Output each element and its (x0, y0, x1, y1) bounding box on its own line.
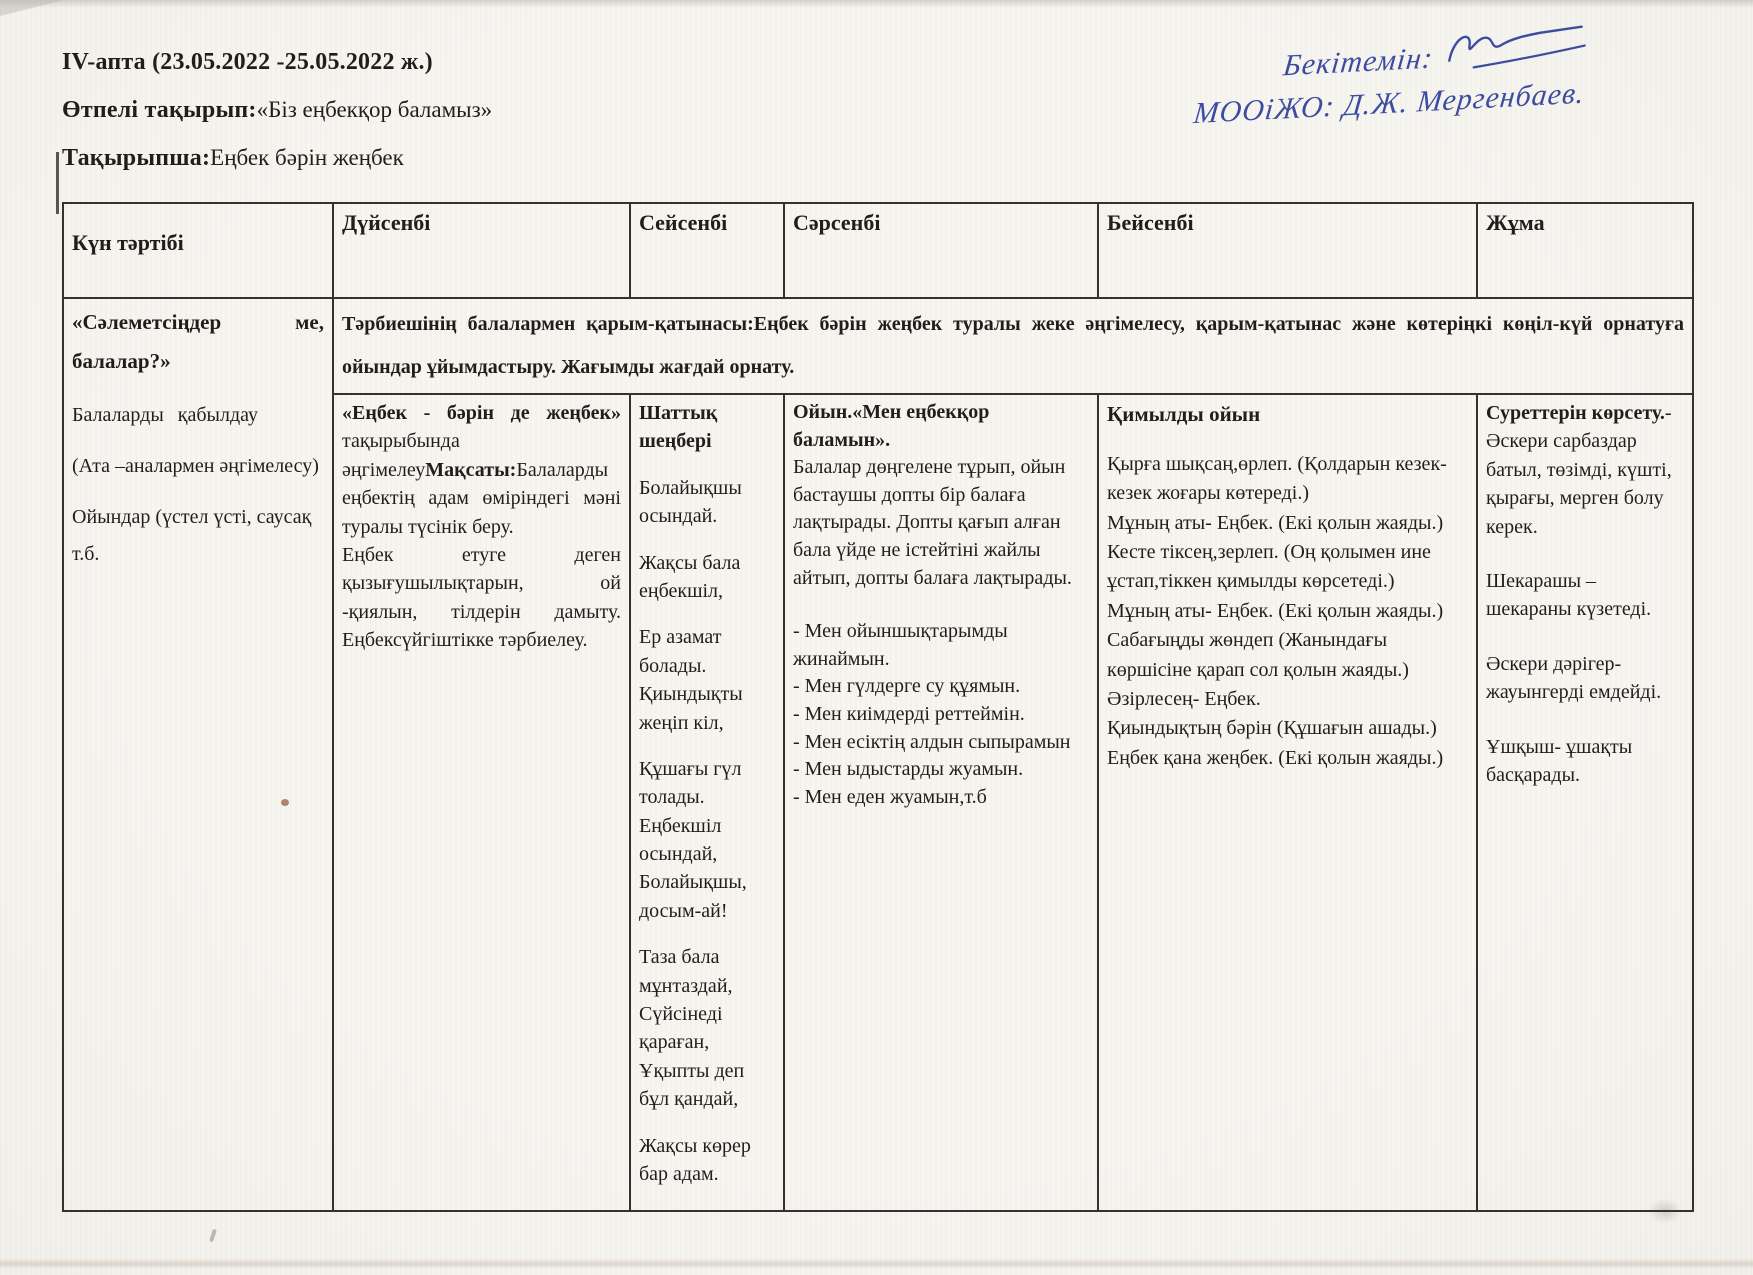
list-item: - Мен ойыншықтарымды жинаймын. (793, 620, 1008, 670)
routine-paragraph: Балаларды қабылдау (72, 403, 259, 426)
weekly-schedule-table (62, 202, 1694, 1212)
game-line: Мұның аты- Еңбек. (Екі қолын жаяды.) (1107, 599, 1444, 622)
subtheme-value: Еңбек бәрін жеңбек (210, 145, 404, 170)
scan-speck (209, 1229, 217, 1243)
interaction-row (63, 298, 1693, 394)
monday-text: «Еңбек - бәрін де жеңбек» тақырыбында әңгімелеуМақсаты:Балаларды еңбектің адам өміріндегі мәні туралы түсінік беру. (342, 402, 621, 538)
list-item: - Мен есіктің алдын сыпырамын (793, 730, 1071, 753)
verse-stanza: Ер азамат болады. Қиындықты жеңіп кіл, (639, 626, 743, 734)
document-header (62, 50, 492, 194)
verse-stanza: Болайықшы осындай. (639, 476, 742, 528)
list-item: - Мен киімдерді реттеймін. (793, 702, 1025, 725)
verse-stanza: Құшағы гүл толады. Еңбекшіл осындай, Болайықшы, досым-ай! (639, 757, 747, 922)
routine-paragraph: Ойындар (үстел үсті, саусақ т.б. (72, 505, 312, 565)
friday-paragraph: Әскери дәрігер-жауынгерді емдейді. (1486, 652, 1662, 704)
routine-paragraph: (Ата –аналармен әңгімелесу) (72, 454, 319, 477)
column-header-wednesday: Сәрсенбі (784, 203, 1098, 298)
verse-stanza: Жақсы бала еңбекшіл, (639, 551, 741, 602)
game-line: Еңбек қана жеңбек. (Екі қолын жаяды.) (1107, 746, 1444, 769)
column-header-friday: Жұма (1477, 203, 1693, 298)
monday-title: «Еңбек - бәрін де жеңбек» (342, 402, 621, 424)
approval-signatory-name: МООіЖО: Д.Ж. Мергенбаев. (1192, 76, 1587, 131)
thursday-activity-cell (1098, 394, 1477, 1211)
list-item: - Мен еден жуамын,т.б (793, 785, 987, 808)
game-line: Қырға шықсаң,өрлеп. (Қолдарын кезек-кезек жоғары көтереді.) (1107, 452, 1447, 505)
game-line: Мұның аты- Еңбек. (Екі қолын жаяды.) (1107, 511, 1444, 534)
list-item: - Мен гүлдерге су құямын. (793, 675, 1021, 698)
wednesday-title: Ойын.«Мен еңбекқор баламын». (793, 401, 990, 451)
verse-stanza: Таза бала мұнтаздай, Сүйсінеді қараған, Ұқыпты деп бұл қандай, (639, 946, 745, 1111)
tuesday-activity-cell (630, 394, 784, 1211)
scan-edge-top (0, 0, 1753, 8)
monday-goal-label: Мақсаты: (425, 458, 517, 481)
subtheme-line (62, 146, 492, 170)
monday-goal-text: Балаларды еңбектің адам өміріндегі мәні туралы түсінік беру. (342, 458, 621, 538)
transition-theme-line (62, 98, 492, 122)
monday-activity-cell (333, 394, 630, 1211)
wednesday-activity-cell (784, 394, 1098, 1211)
tuesday-title: Шаттық шеңбері (639, 402, 718, 453)
friday-title: Суреттерін көрсету. (1486, 402, 1665, 424)
game-line: Әзірлесең- Еңбек. (1107, 687, 1261, 710)
column-header-daily-routine: Күн тәртібі (63, 203, 333, 298)
approval-approved-label: Бекітемін: (1281, 40, 1435, 82)
friday-activity-cell (1477, 394, 1693, 1211)
column-header-thursday: Бейсенбі (1098, 203, 1477, 298)
friday-paragraph: Шекарашы – шекараны күзетеді. (1486, 569, 1652, 621)
column-header-tuesday: Сейсенбі (630, 203, 784, 298)
table-header-row (63, 203, 1693, 298)
game-line: Қиындықтың бәрін (Құшағын ашады.) (1107, 717, 1437, 740)
scan-edge-bottom (0, 1258, 1753, 1269)
teacher-interaction-cell: Тәрбиешінің балалармен қарым-қатынасы:Еңбек бәрін жеңбек туралы жеке әңгімелесу, қарым-қатынас және көтеріңкі көңіл-күй орнатуға ойындар ұйымдастыру. Жағымды жағдай орнату. (333, 298, 1693, 394)
friday-text: Суреттерін көрсету.-Әскери сарбаздар батыл, төзімді, күшті, қырағы, мерген болу керек. (1486, 402, 1672, 538)
wednesday-item-list (793, 618, 1089, 811)
subtheme-label: Тақырыпша: (62, 145, 211, 171)
list-item: - Мен ыдыстарды жуамын. (793, 758, 1024, 781)
transition-theme-label: Өтпелі тақырып: (62, 97, 257, 123)
approval-note (1190, 12, 1734, 136)
monday-paragraph: Еңбек етуге деген қызығушылықтарын, ой -қиялын, тілдерін дамыту. Еңбексүйгіштікке тәрбиелеу. (342, 543, 621, 652)
week-title: IV-апта (23.05.2022 -25.05.2022 ж.) (62, 49, 433, 75)
game-line: Кесте тіксең,зерлеп. (Оң қолымен ине ұстап,тіккен қимылды көрсетеді.) (1107, 541, 1431, 593)
signature-flourish-icon (1437, 19, 1589, 77)
friday-paragraph: Ұшқыш- ұшақты басқарады. (1486, 735, 1633, 786)
column-header-monday: Дүйсенбі (333, 203, 630, 298)
transition-theme-value: «Біз еңбекқор баламыз» (256, 97, 493, 122)
scan-line-artifact (56, 152, 59, 214)
verse-stanza: Жақсы көрер бар адам. (639, 1134, 751, 1185)
wednesday-intro: Балалар дөңгелене тұрып, ойын бастаушы допты бір балаға лақтырады. Допты қағып алған бала үйде не істейтіні жайлы айтып, допты балаға лақтырады. (793, 456, 1072, 589)
thursday-title: Қимылды ойын (1107, 402, 1261, 426)
daily-routine-cell (63, 298, 333, 1211)
game-line: Сабағыңды жөндеп (Жанындағы көршісіне қарап сол қолын жаяды.) (1107, 629, 1409, 681)
greeting-title: «Сәлеметсіңдер ме, балалар?» (72, 310, 324, 373)
